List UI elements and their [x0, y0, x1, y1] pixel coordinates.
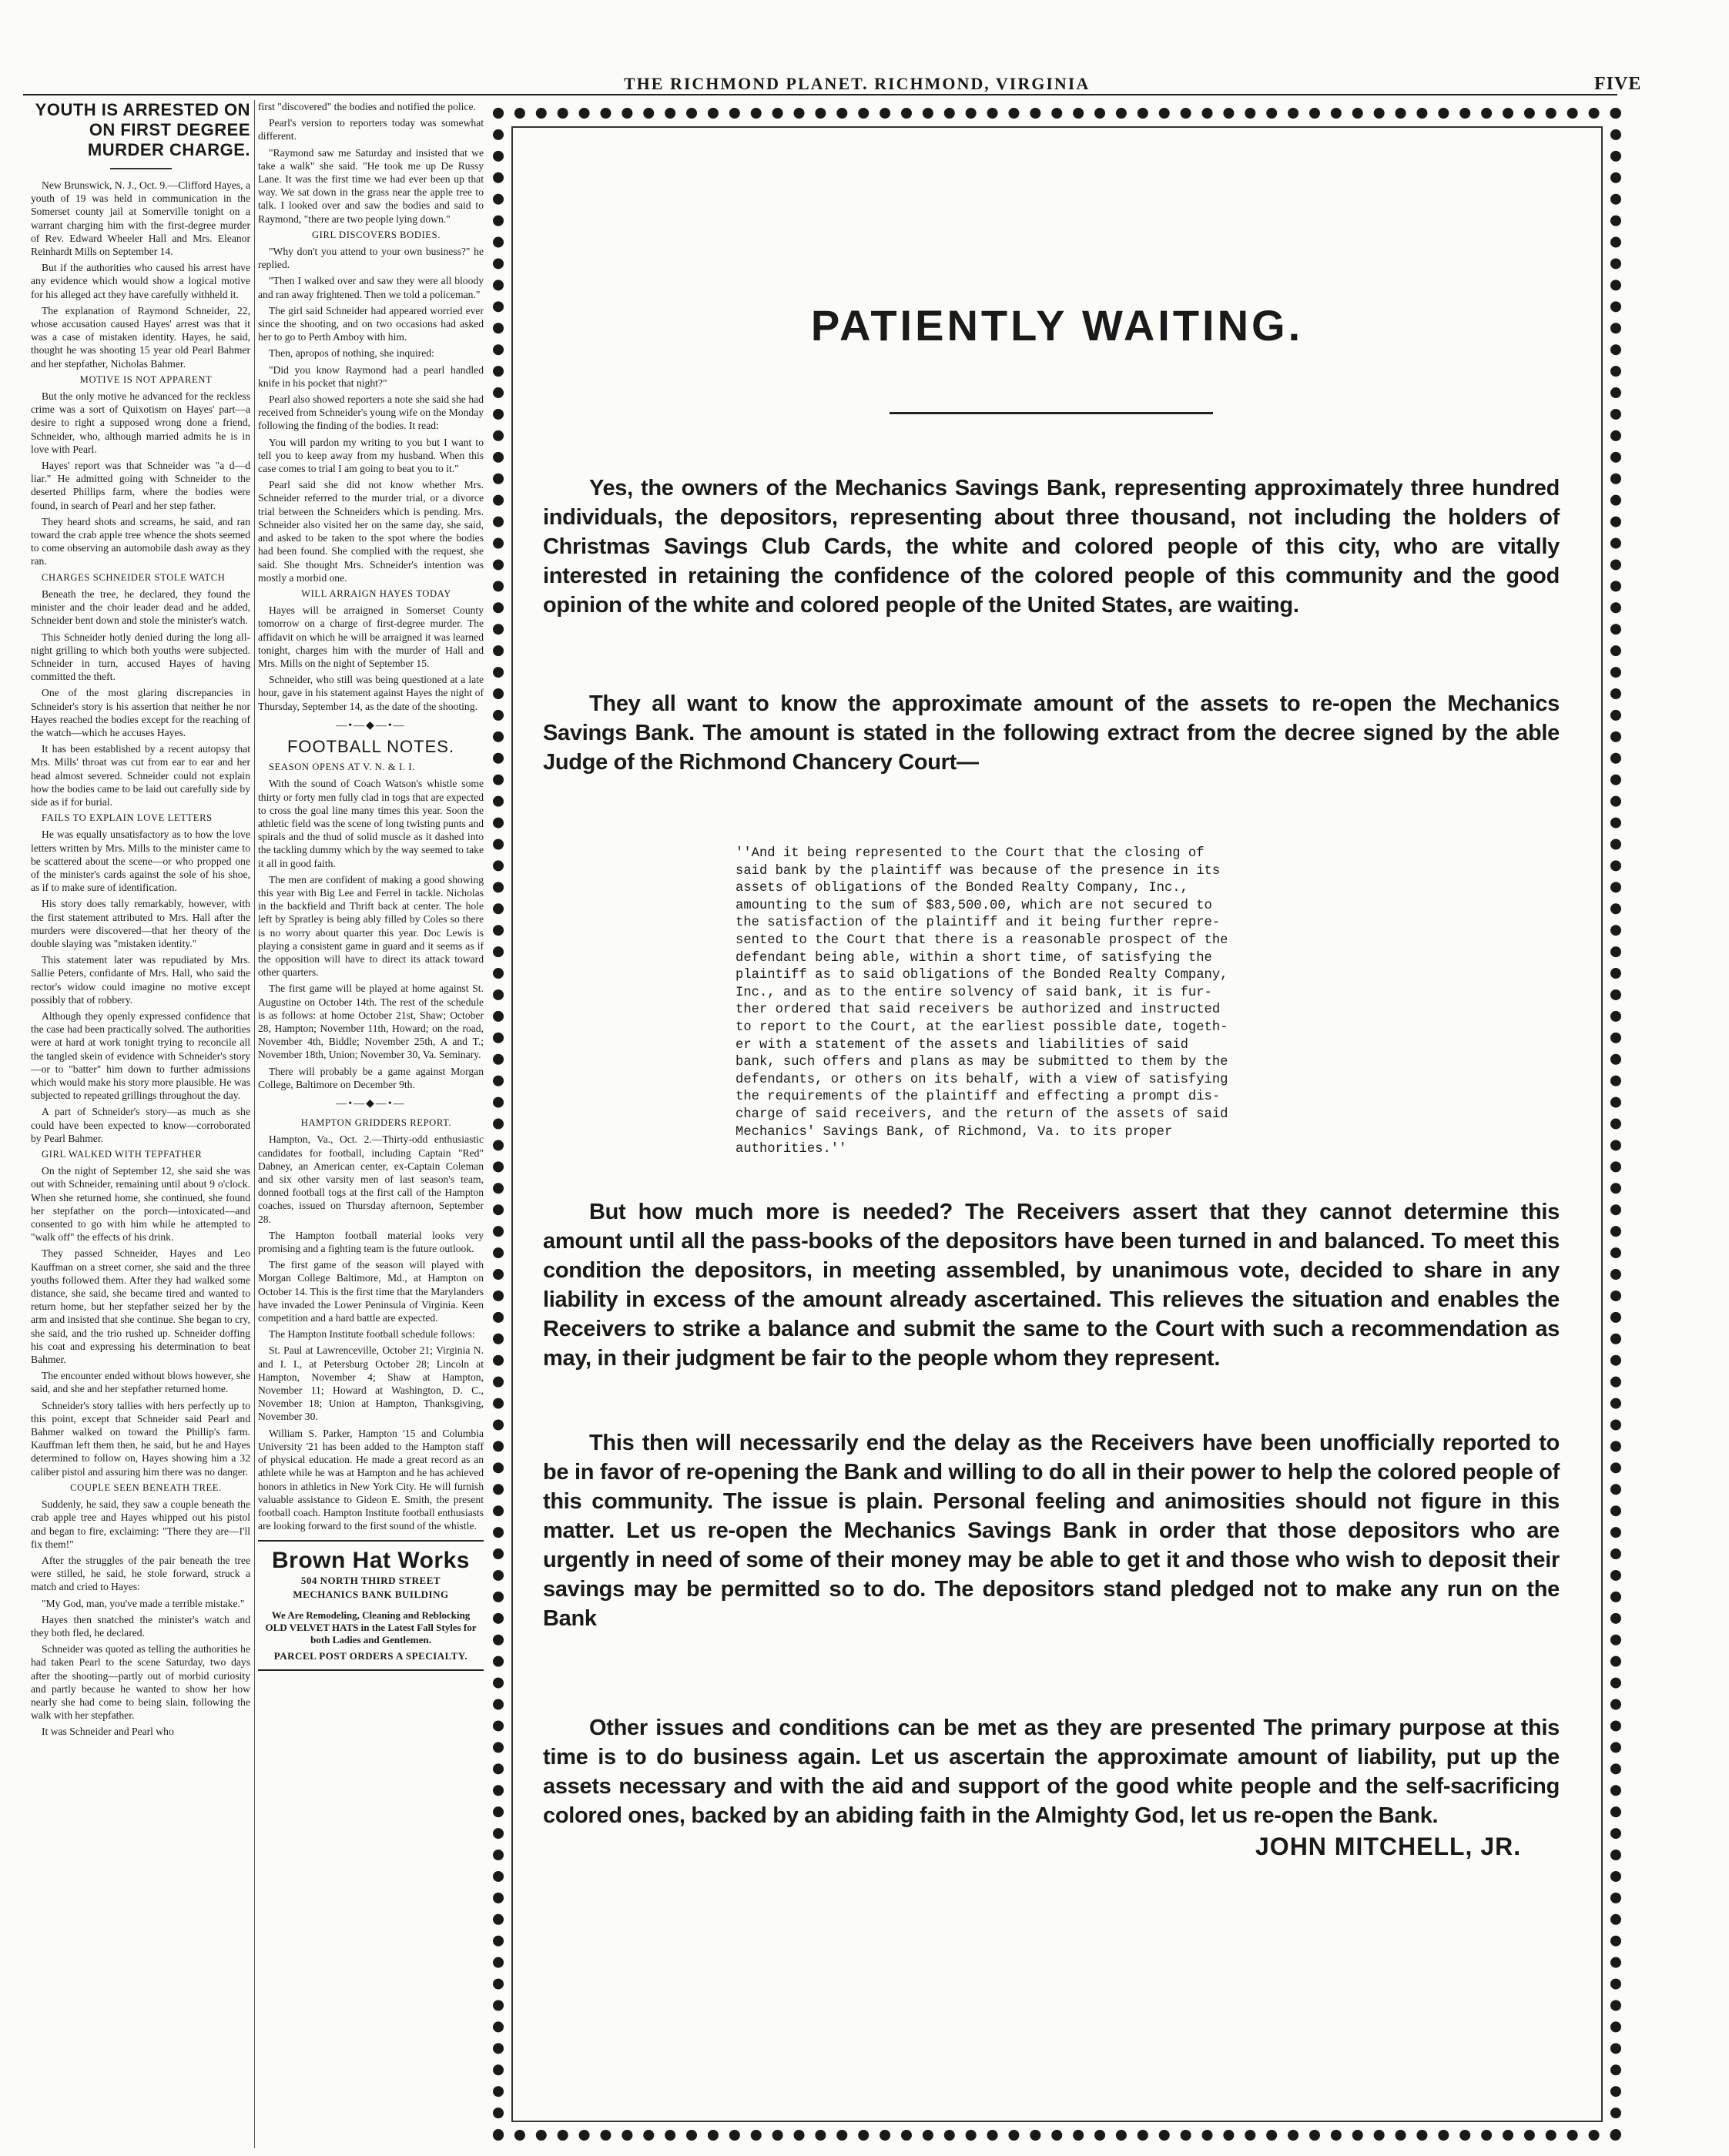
paragraph: "Did you know Raymond had a pearl handled knife in his pocket that night?"	[258, 363, 484, 389]
paragraph: William S. Parker, Hampton '15 and Columbia University '21 has been added to the Hampton staff of physical education. He made a great record as an athlete while he was at Hampton and he has achieved honors in athletics in New York City. He will furnish valuable assistance to Gideon E. Smith, the present football coach. Hampton Institute football enthusiasts are looking forward to the first sound of the whistle.	[258, 1427, 484, 1532]
paragraph: On the night of September 12, she said she was out with Schneider, remaining until about 9 o'clock. When she returned home, she continued, she found her stepfather on the porch—intoxicated—and consented to go with him while he attempted to "walk off" the effects of his drink.	[31, 1165, 250, 1244]
ad-address: 504 NORTH THIRD STREET	[300, 1575, 441, 1587]
column-rule	[254, 100, 255, 2148]
subhead: GIRL DISCOVERS BODIES.	[311, 229, 441, 240]
advert-headline: PATIENTLY WAITING.	[810, 301, 1304, 350]
paragraph: But the only motive he advanced for the reckless crime was a sort of Quixotism on Hayes' part—a desire to right a supposed wrong done a friend, Schneider, who, although married admits he is in love with Pearl.	[31, 390, 250, 455]
headline-rule	[890, 412, 1213, 414]
paragraph: The men are confident of making a good showing this year with Big Lee and Ferrel in tackle. Nicholas in the backfield and Thrift back at center. The hole left by Spratley is being ably filled by Coles so there is no worry about quarter this year. Doc Lewis is playing a consistent game in guard and it seems as if the opposition will have to direct its attack toward other quarters.	[258, 873, 484, 979]
advert-paragraph	[543, 1713, 1560, 1830]
paragraph: Schneider's story tallies with hers perfectly up to this point, except that Schneider said Pearl and Bahmer walked on toward the Phillip's farm. Kauffman left them then, he said, but he and Hayes determined to follow on, Hayes showing him a 32 caliber pistol and assuring him there was no danger.	[31, 1399, 250, 1478]
paragraph: They heard shots and screams, he said, and ran toward the crab apple tree whence the shots seemed to come observing an automobile dash away as they ran.	[31, 515, 250, 567]
football-notes-heading: FOOTBALL NOTES.	[286, 736, 455, 756]
subhead: CHARGES SCHNEIDER STOLE WATCH	[42, 571, 226, 583]
paragraph: Then, apropos of nothing, she inquired:	[269, 347, 434, 360]
paragraph: Schneider, who still was being questioned at a late hour, gave in his statement against Hayes the night of Thursday, September 14, as the date of the shooting.	[258, 674, 484, 712]
subhead: HAMPTON GRIDDERS REPORT.	[300, 1117, 452, 1129]
court-decree-quote: ''And it being represented to the Court that the closing of said bank by the plaintiff was because of the presence in its assets of obligations of the Bonded Realty Company, Inc., amounting to the sum of $83,500.00, which are not secured to the satisfaction of the plaintiff and it being further repre- sented to the Court that there is a reasonable prospect of the defendant being able, within a short time, of satisfying the plaintiff as to said obligations of the Bonded Realty Company, Inc., and as to the entire solvency of said bank, it is fur- ther ordered that said receivers be authorized and instructed to report to the Court, at the earliest possible date, togeth- er with a statement of the assets and liabilities of said bank, such offers and plans as may be submitted to them by the defendants, or others on its behalf, with a view of satisfying the requirements of the plaintiff and effecting a prompt dis- charge of said receivers, and the return of the assets of said Mechanics' Savings Bank, of Richmond, Va. to its proper authorities.''	[735, 846, 1228, 1157]
paragraph: Hayes' report was that Schneider was "a d—d liar." He admitted going with Schneider to the deserted Phillips farm, where the bodies were found, in search of Pearl and her step father.	[31, 460, 250, 511]
paragraph: first "discovered" the bodies and notified the police.	[258, 101, 476, 112]
paragraph: New Brunswick, N. J., Oct. 9.—Clifford Hayes, a youth of 19 was held in communication in the Somerset county jail at Somerville tonight on a warrant charging him with the first-degree murder of Rev. Edward Wheeler Hall and Mrs. Eleanor Reinhardt Mills on September 14.	[31, 179, 250, 258]
paragraph: It has been established by a recent autopsy that Mrs. Mills' throat was cut from ear to ear and her head almost severed. Schneider could not explain how the bodies came to be laid out carefully side by side as if for burial.	[31, 743, 250, 808]
paragraph: The encounter ended without blows however, she said, and she and her stepfather returned home.	[31, 1370, 250, 1395]
subhead: COUPLE SEEN BENEATH TREE.	[70, 1481, 222, 1493]
paragraph: But if the authorities who caused his arrest have any evidence which would show a logical motive for his alleged act they have carefully withheld it.	[31, 262, 250, 300]
paragraph: Suddenly, he said, they saw a couple beneath the crab apple tree and Hayes whipped out his pistol and began to fire, exclaiming: "There they are—I'll fix them!"	[31, 1498, 250, 1550]
paragraph: Pearl said she did not know whether Mrs. Schneider referred to the murder trial, or a divorce trial between the Schneiders which is pending. Mrs. Schneider also visited her on the same day, she said, and asked to be taken to the spot where the bodies had been found. She complied with the request, she said. She thought Mrs. Schneider's intention was mostly a morbid one.	[258, 479, 484, 584]
paragraph: It was Schneider and Pearl who	[42, 1726, 174, 1738]
advert-paragraph	[543, 689, 1560, 777]
paragraph: He was equally unsatisfactory as to how the love letters written by Mrs. Mills to the minister came to be scattered about the scene—or who propped one of the minister's cards against the sole of his shoe, as if to make sure of identification.	[31, 829, 250, 894]
masthead-title: THE RICHMOND PLANET. RICHMOND, VIRGINIA	[624, 74, 1091, 93]
paragraph: "Then I walked over and saw they were all bloody and ran away frightened. Then we told a policeman."	[258, 275, 484, 300]
paragraph: One of the most glaring discrepancies in Schneider's story is his assertion that neither he nor Hayes reached the bodies except for the reaching of the watch—which he accuses Hayes.	[31, 687, 250, 738]
paragraph: "Raymond saw me Saturday and insisted that we take a walk" she said. "He took me up De Russy Lane. It was the first time we had ever been up that way. We sat down in the grass near the apple tree to talk. I looked over and saw the bodies and said to Raymond, "there are two people lying down."	[258, 146, 484, 225]
paragraph: After the struggles of the pair beneath the tree were stilled, he said, he stole forward, struck a match and cried to Hayes:	[31, 1554, 250, 1593]
paragraph: Pearl's version to reporters today was somewhat different.	[258, 117, 484, 142]
paragraph: This Schneider hotly denied during the long all-night grilling to which both youths were subjected. Schneider in turn, accused Hayes of having committed the theft.	[31, 631, 250, 683]
paragraph-text: Other issues and conditions can be met as they are presented The primary purpose at this time is to do business again. Let us ascertain the approximate amount of liability, put up the assets necessary and with the aid and support of the good white people and the self-sacrificing colored ones, backed by an abiding faith in the Almighty God, let us re-open the Bank.	[543, 1716, 1560, 1828]
paragraph: This statement later was repudiated by Mrs. Sallie Peters, confidante of Mrs. Hall, who said the rector's widow could imagine no motive except possibly that of robbery.	[31, 954, 250, 1006]
advert-paragraph	[543, 1197, 1560, 1373]
subhead: SEASON OPENS AT V. N. & I. I.	[269, 762, 415, 773]
section-divider: —•—◆—•—	[336, 719, 406, 732]
ad-building: MECHANICS BANK BUILDING	[293, 1589, 449, 1601]
subhead: FAILS TO EXPLAIN LOVE LETTERS	[42, 812, 213, 824]
paragraph: Although they openly expressed confidence that the case had been practically solved. The authorities were at hard at work tonight trying to reconcile all the tangled skein of evidence with Schneider's story—or to "batter" him down to further admissions which would make his story more plausible. He was subjected to repeated grillings throughout the day.	[31, 1009, 250, 1102]
paragraph: His story does tally remarkably, however, with the first statement attributed to Mrs. Hall after the murders were discovered—that her theory of the double slaying was "mistaken identity."	[31, 898, 250, 949]
paragraph: They passed Schneider, Hayes and Leo Kauffman on a street corner, she said and the three youths followed them. After they had walked some distance, she said, she became tired and wanted to return home, but her stepfather seized her by the arm and insisted that she continue. She began to cry, she said, and the trio rushed up. Schneider doffing his coat and expressing his determination to beat Bahmer.	[31, 1247, 250, 1366]
page-number: FIVE	[1594, 74, 1642, 94]
column-continued-and-sports	[258, 100, 484, 2148]
paragraph: Hayes then snatched the minister's watch and they both fled, he declared.	[31, 1613, 250, 1639]
paragraph: The first game of the season will played with Morgan College Baltimore, Md., at Hampton on October 14. This is the first time that the Marylanders have invaded the Lower Peninsula of Virginia. Keen competition and a hard battle are expected.	[258, 1259, 484, 1324]
masthead-rule	[23, 94, 1617, 95]
paragraph: Hayes will be arraigned in Somerset County tomorrow on a charge of first-degree murder. The affidavit on which he will be arraigned it was learned tonight, charges him with the murder of Hall and Mrs. Mills on the night of September 15.	[258, 604, 484, 669]
signature: JOHN MITCHELL, JR.	[1255, 1833, 1522, 1860]
brown-hat-works-ad	[258, 1540, 484, 1671]
subhead: GIRL WALKED WITH TEPFATHER	[42, 1149, 203, 1160]
article-headline: YOUTH IS ARRESTED ON ON FIRST DEGREE MURDER CHARGE.	[35, 100, 250, 159]
ad-title: Brown Hat Works	[272, 1548, 470, 1574]
paragraph-text: Yes, the owners of the Mechanics Savings Bank, representing approximately three hundred individuals, the depositors, representing about three thousand, not including the holders of Christmas Savings Club Cards, the white and colored people of this city, who are vitally interested in retaining the confidence of the colored people of this community and the good opinion of the white and colored people of the United States, are waiting.	[543, 476, 1560, 618]
paragraph: The first game will be played at home against St. Augustine on October 14th. The rest of the schedule is as follows: at home October 21st, Shaw; October 28, Hampton; November 11th, Howard; on the road, November 4th, Biddle; November 25th, A and T.; November 18th, Union; November 30, Va. Seminary.	[258, 983, 484, 1061]
paragraph: A part of Schneider's story—as much as she could have been expected to know—corroborated by Pearl Bahmer.	[31, 1106, 250, 1144]
paragraph: Beneath the tree, he declared, they found the minister and the choir leader dead and he added, Schneider bent down and stole the minister's watch.	[31, 588, 250, 627]
paragraph-text: But how much more is needed? The Receivers assert that they cannot determine this amount until all the pass-books of the depositors have been turned in and balanced. To meet this condition the depositors, in meeting assembled, by unanimous vote, decided to share in any liability in excess of the amount already ascertained. This relieves the situation and enables the Receivers to strike a balance and submit the same to the Court with such a recommendation as may, in their judgment be fair to the people whom they represent.	[543, 1200, 1560, 1371]
paragraph: The girl said Schneider had appeared worried ever since the shooting, and on two occasions had asked her to go to Perth Amboy with him.	[258, 304, 484, 343]
masthead	[23, 74, 1642, 94]
paragraph: "My God, man, you've made a terrible mistake."	[42, 1597, 245, 1609]
ad-body: We Are Remodeling, Cleaning and Reblocking OLD VELVET HATS in the Latest Fall Styles for both Ladies and Gentlemen.	[265, 1609, 477, 1646]
ad-post-orders: PARCEL POST ORDERS A SPECIALTY.	[273, 1650, 468, 1662]
paragraph: The Hampton football material looks very promising and a fighting team is the future outlook.	[258, 1229, 484, 1255]
column-murder-story	[31, 100, 250, 2148]
paragraph: "Why don't you attend to your own business?" he replied.	[258, 246, 484, 271]
paragraph: Schneider was quoted as telling the authorities he had taken Pearl to the scene Saturday, two days after the shooting—partly out of morbid curiosity and partly because he wanted to show her how nearly she had come to being slain, following the walk with her stepfather.	[31, 1643, 250, 1722]
subhead: MOTIVE IS NOT APPARENT	[79, 373, 213, 385]
paragraph: St. Paul at Lawrenceville, October 21; Virginia N. and I. I., at Petersburg October 28; Lincoln at Hampton, November 4; Shaw at Hampton, November 11; Howard at Washington, D. C., November 18; Union at Hampton, Thanksgiving, November 30.	[258, 1344, 484, 1423]
subhead: WILL ARRAIGN HAYES TODAY	[301, 588, 451, 599]
paragraph: Hampton, Va., Oct. 2.—Thirty-odd enthusiastic candidates for football, including Captain "Red" Dabney, an American center, ex-Captain Coleman and six other varsity men of last season's team, donned football togs at the first call of the Hampton coaches, issued on Thursday afternoon, September 28.	[258, 1133, 484, 1225]
paragraph: You will pardon my writing to you but I want to tell you to keep away from my husband. When this case comes to trial I am going to beat you to it."	[258, 436, 484, 475]
section-divider: —•—◆—•—	[336, 1098, 406, 1110]
paragraph: Pearl also showed reporters a note she said she had received from Schneider's young wife on the Monday following the finding of the bodies. It read:	[258, 393, 484, 432]
paragraph: The Hampton Institute football schedule follows:	[269, 1328, 475, 1341]
paragraph: The explanation of Raymond Schneider, 22, whose accusation caused Hayes' arrest was that it was a case of mistaken identity. Hayes, he said, thought he was shooting 15 year old Pearl Bahmer and her stepfather, Nicholas Bahmer.	[31, 304, 250, 370]
advert-paragraph	[543, 1428, 1560, 1633]
paragraph-text: They all want to know the approximate amount of the assets to re-open the Mechanics Savings Bank. The amount is stated in the following extract from the decree signed by the able Judge of the Richmond Chancery Court—	[543, 691, 1560, 775]
headline-rule	[110, 168, 172, 169]
paragraph: With the sound of Coach Watson's whistle some thirty or forty men fully clad in togs that are expected to cross the goal line many times this year. Soon the athletic field was the scene of long twisting punts and spirals and the thud of solid muscle as it dashed into the tackling dummy which by the way seemed to take it all in good faith.	[258, 778, 484, 869]
paragraph: There will probably be a game against Morgan College, Baltimore on December 9th.	[258, 1065, 484, 1090]
paragraph-text: This then will necessarily end the delay as the Receivers have been unofficially reported to be in favor of re-opening the Bank and willing to do all in their power to help the colored people of this community. The issue is plain. Personal feeling and animosities should not figure in this matter. Let us re-open the Mechanics Savings Bank in order that those depositors who are urgently in need of some of their money may be able to get it and those who wish to deposit their savings may be permitted so to do. The depositors stand pledged not to make any run on the Bank	[543, 1431, 1560, 1631]
advert-paragraph	[543, 474, 1560, 620]
